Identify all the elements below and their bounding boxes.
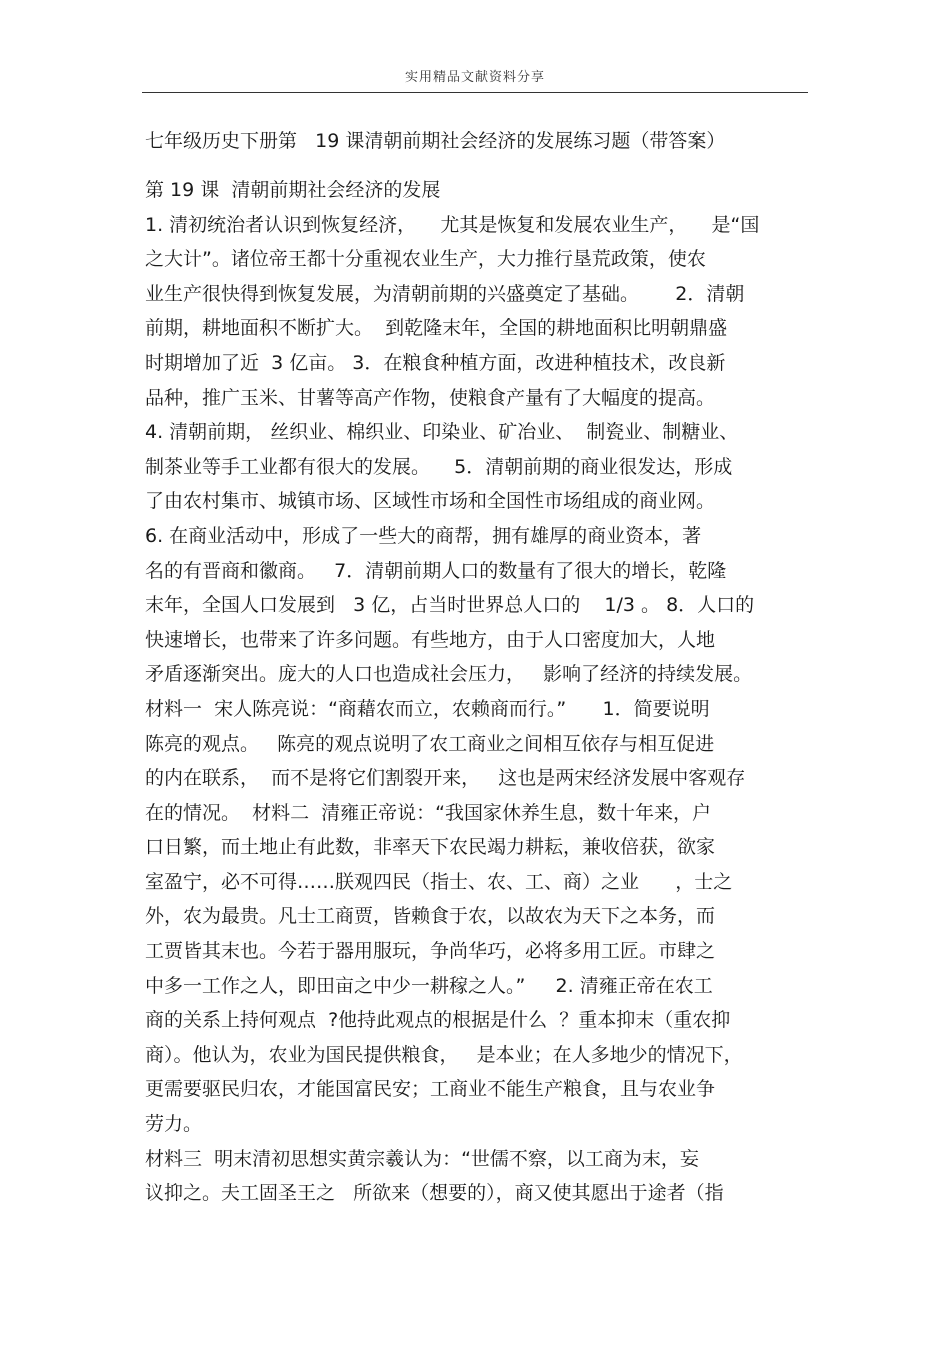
document-title: 七年级历史下册第 19 课清朝前期社会经济的发展练习题（带答案） — [145, 130, 726, 152]
text-line: 商）。他认为，农业为国民提供粮食， 是本业；在人多地少的情况下， — [145, 1043, 743, 1066]
text-line: 在的情况。 材料二 清雍正帝说：“我国家休养生息，数十年来，户 — [145, 801, 712, 824]
page-header: 实用精品文献资料分享 — [404, 70, 545, 85]
text-line: 1. 清初统治者认识到恢复经济， 尤其是恢复和发展农业生产， 是“国 — [145, 213, 760, 236]
text-line: 前期，耕地面积不断扩大。 到乾隆末年，全国的耕地面积比明朝鼎盛 — [145, 317, 728, 340]
text-line: 4. 清朝前期， 丝织业、棉织业、印染业、矿冶业、 制瓷业、制糖业、 — [145, 421, 739, 444]
text-line: 末年，全国人口发展到 3 亿，占当时世界总人口的 1/3 。 8．人口的 — [145, 594, 755, 617]
text-line: 名的有晋商和徽商。 7．清朝前期人口的数量有了很大的增长，乾隆 — [145, 559, 727, 582]
text-line: 快速增长，也带来了许多问题。有些地方，由于人口密度加大，人地 — [145, 628, 716, 651]
text-line: 材料一 宋人陈亮说：“商藉农而立，农赖商而行。” 1．简要说明 — [145, 697, 710, 720]
text-line: 更需要驱民归农，才能国富民安；工商业不能生产粮食，且与农业争 — [145, 1078, 716, 1101]
text-line: 制茶业等手工业都有很大的发展。 5．清朝前期的商业很发达，形成 — [145, 455, 733, 478]
document-body — [145, 173, 807, 1211]
text-line: 之大计”。诸位帝王都十分重视农业生产，大力推行垦荒政策，使农 — [145, 248, 706, 271]
text-line: 室盈宁，必不可得……朕观四民（指士、农、工、商）之业 ，士之 — [145, 870, 733, 893]
text-line: 工贾皆其末也。今若于器用服玩，争尚华巧，必将多用工匠。市肆之 — [145, 940, 716, 963]
text-line: 陈亮的观点。 陈亮的观点说明了农工商业之间相互依存与相互促进 — [145, 732, 715, 755]
text-line: 口日繁，而土地止有此数，非率天下农民竭力耕耘，兼收倍获，欲家 — [145, 836, 716, 859]
text-line: 商的关系上持何观点 ?他持此观点的根据是什么 ？重本抑末（重农抑 — [145, 1009, 731, 1032]
text-line: 议抑之。夫工固圣王之 所欲来（想要的），商又使其愿出于途者（指 — [145, 1182, 724, 1205]
text-line: 材料三 明末清初思想实黄宗羲认为：“世儒不察，以工商为末，妄 — [145, 1147, 699, 1170]
text-line: 的内在联系， 而不是将它们割裂开来， 这也是两宋经济发展中客观存 — [145, 767, 746, 790]
text-line: 矛盾逐渐突出。庞大的人口也造成社会压力， 影响了经济的持续发展。 — [145, 663, 753, 686]
text-line: 了由农村集市、城镇市场、区域性市场和全国性市场组成的商业网。 — [145, 490, 716, 513]
text-line: 劳力。 — [145, 1113, 203, 1136]
text-line: 业生产很快得到恢复发展，为清朝前期的兴盛奠定了基础。 2．清朝 — [145, 282, 745, 305]
text-line: 中多一工作之人，即田亩之中少一耕稼之人。” 2. 清雍正帝在农工 — [145, 974, 713, 997]
text-line: 6. 在商业活动中，形成了一些大的商帮，拥有雄厚的商业资本，著 — [145, 524, 702, 547]
text-line: 品种，推广玉米、甘薯等高产作物，使粮食产量有了大幅度的提高。 — [145, 386, 716, 409]
text-line: 第 19 课 清朝前期社会经济的发展 — [145, 179, 441, 201]
text-line: 外，农为最贵。凡士工商贾，皆赖食于农，以故农为天下之本务，而 — [145, 905, 716, 928]
header-divider — [142, 92, 808, 93]
text-line: 时期增加了近 3 亿亩。 3．在粮食种植方面，改进种植技术，改良新 — [145, 351, 726, 374]
